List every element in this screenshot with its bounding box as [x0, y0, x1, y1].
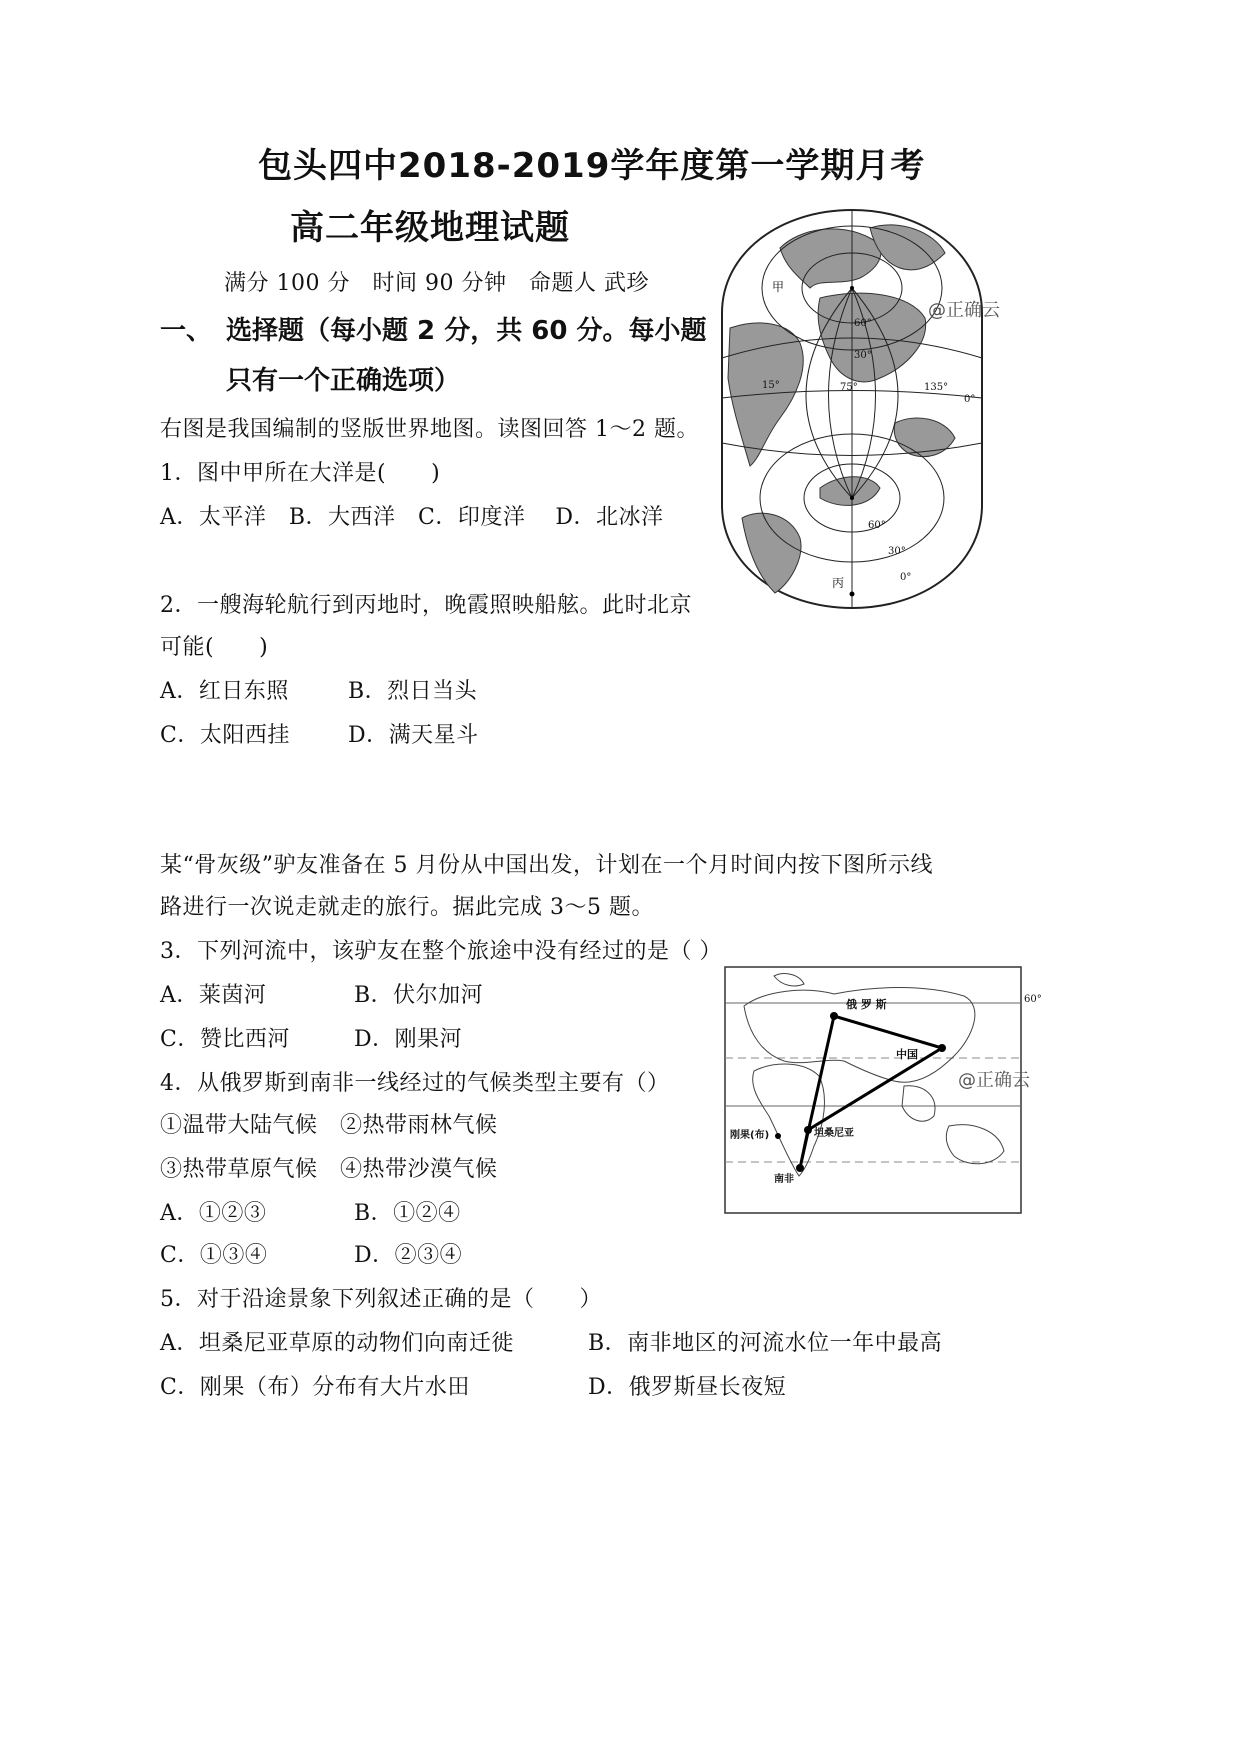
vertical-world-map: [720, 208, 984, 610]
watermark-1: @正确云: [928, 300, 1000, 321]
group2-intro-line2: 路进行一次说走就走的旅行。据此完成 3～5 题。: [160, 895, 654, 920]
question-1-options: A．太平洋 B．大西洋 C．印度洋 D．北冰洋: [160, 505, 664, 530]
map2-lat-60: 60°: [1024, 994, 1042, 1005]
map2-label-tanzania: 坦桑尼亚: [814, 1128, 854, 1139]
map1-s60: 60°: [868, 520, 886, 531]
group1-intro: 右图是我国编制的竖版世界地图。读图回答 1～2 题。: [160, 417, 699, 442]
map1-lon-75: 75°: [840, 382, 858, 393]
question-4-option-c: C．①③④: [160, 1243, 268, 1268]
map1-lon-15: 15°: [762, 380, 780, 391]
question-5-option-d: D．俄罗斯昼长夜短: [588, 1375, 787, 1400]
question-3-option-b: B．伏尔加河: [354, 983, 484, 1008]
question-3-option-c: C．赞比西河: [160, 1027, 290, 1052]
group2-intro-line1: 某“骨灰级”驴友准备在 5 月份从中国出发，计划在一个月时间内按下图所示线: [160, 853, 933, 878]
map1-label-bing: 丙: [832, 576, 845, 590]
question-4-statements-2: ③热带草原气候 ④热带沙漠气候: [160, 1157, 498, 1182]
question-4-option-d: D．②③④: [354, 1243, 463, 1268]
map1-s0: 0°: [900, 572, 912, 583]
section-number: 一、: [160, 316, 213, 346]
section-heading-line2: 只有一个正确选项）: [226, 366, 461, 396]
map2-label-russia: 俄 罗 斯: [846, 998, 887, 1011]
question-1: 1．图中甲所在大洋是( ): [160, 461, 441, 486]
question-2-option-a: A．红日东照: [160, 679, 289, 704]
map2-label-south-africa: 南非: [774, 1174, 794, 1185]
question-4: 4．从俄罗斯到南非一线经过的气候类型主要有（）: [160, 1071, 670, 1096]
map1-lat-30: 30°: [854, 350, 872, 361]
question-4-option-b: B．①②④: [354, 1201, 461, 1226]
question-2-option-c: C．太阳西挂: [160, 723, 290, 748]
question-2-option-d: D．满天星斗: [348, 723, 479, 748]
question-4-statements-1: ①温带大陆气候 ②热带雨林气候: [160, 1113, 498, 1138]
map2-label-congo: 刚果(布): [730, 1130, 770, 1141]
exam-meta: 满分 100 分 时间 90 分钟 命题人 武珍: [224, 271, 649, 296]
question-3-option-d: D．刚果河: [354, 1027, 463, 1052]
question-3-option-a: A．莱茵河: [160, 983, 267, 1008]
exam-subtitle: 高二年级地理试题: [290, 208, 570, 248]
exam-title: 包头四中2018-2019学年度第一学期月考: [258, 146, 926, 186]
question-5: 5．对于沿途景象下列叙述正确的是（ ）: [160, 1287, 602, 1312]
question-3: 3．下列河流中，该驴友在整个旅途中没有经过的是（ ）: [160, 939, 722, 964]
question-2-line2: 可能( ): [160, 635, 269, 660]
map1-lon-0: 0°: [964, 394, 976, 405]
map1-lon-135: 135°: [924, 382, 949, 393]
question-2-option-b: B．烈日当头: [348, 679, 478, 704]
question-5-option-b: B．南非地区的河流水位一年中最高: [588, 1331, 943, 1356]
question-5-option-c: C．刚果（布）分布有大片水田: [160, 1375, 470, 1400]
map1-label-jia: 甲: [772, 280, 785, 294]
map2-label-china: 中国: [896, 1048, 918, 1061]
map1-lat-60: 60°: [854, 318, 872, 329]
question-2-line1: 2．一艘海轮航行到丙地时，晚霞照映船舷。此时北京: [160, 593, 692, 618]
map1-s30: 30°: [888, 546, 906, 557]
question-5-option-a: A．坦桑尼亚草原的动物们向南迁徙: [160, 1331, 514, 1356]
watermark-2: @正确云: [958, 1070, 1030, 1091]
section-heading-line1: 选择题（每小题 2 分，共 60 分。每小题: [226, 316, 707, 346]
question-4-option-a: A．①②③: [160, 1201, 267, 1226]
